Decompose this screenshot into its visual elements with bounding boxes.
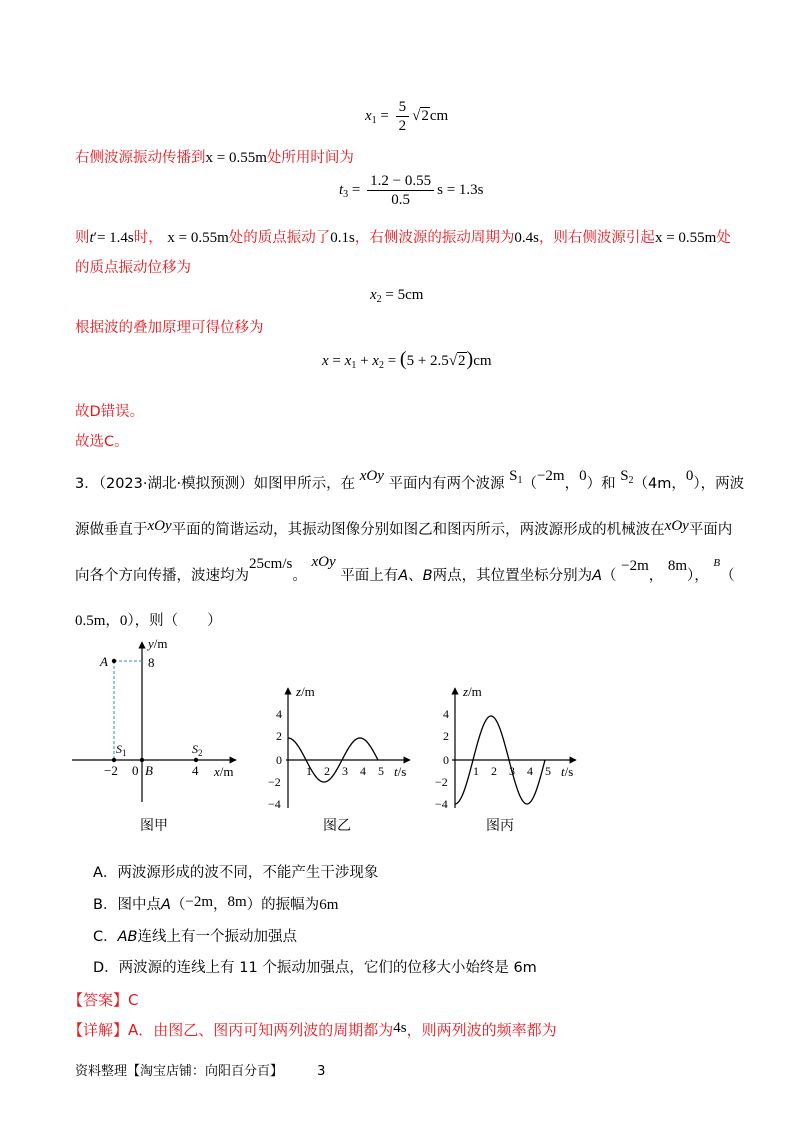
q3-l3a: 向各个方向传播，波速均为: [75, 568, 249, 584]
yi-tx-4: 4: [360, 764, 366, 778]
bing-xlabel: t/s: [561, 764, 574, 779]
q3-l3e: （: [602, 568, 617, 584]
option-b-v2: 8m: [227, 894, 247, 910]
eq3-rest: = 5cm: [385, 287, 424, 303]
equation-t3: [339, 172, 484, 209]
q3-av1: −2m: [621, 558, 649, 574]
q3-l2b: 平面的简谐运动，其振动图像分别如图乙和图丙所示，两波源形成的机械波在: [171, 522, 665, 538]
answer-bracket: 【答案】: [68, 991, 129, 1009]
caption-jia: 图甲: [140, 818, 168, 834]
q3-A: A: [398, 568, 409, 584]
bing-tx-4: 4: [527, 764, 533, 778]
bing-ty-m4: −4: [435, 797, 448, 811]
yi-tx-3: 3: [342, 764, 348, 778]
q3-source: （2023·湖北·模拟预测）如图甲所示，在: [98, 476, 356, 492]
option-b-c: ，: [213, 897, 228, 913]
point-B: [140, 758, 144, 762]
point-S1: [112, 758, 116, 762]
equation-x1: [365, 98, 448, 135]
q3-l3g: （: [720, 568, 735, 584]
q3-l4b: ，: [105, 613, 120, 629]
eq4-x1: x: [344, 353, 352, 369]
option-b-A: A: [160, 897, 171, 913]
q3-A-2: A: [592, 568, 603, 584]
q3-comma-2: ，: [648, 568, 664, 584]
q3-s2-sub: 2: [628, 475, 634, 486]
eq2-num: 1.2 − 0.55: [367, 172, 434, 191]
figures: [60, 630, 620, 840]
bing-ty-0: 0: [443, 753, 449, 767]
jia-B: B: [145, 763, 153, 778]
q3-s1: [509, 468, 522, 484]
q3-c1v: −2m: [536, 468, 565, 484]
eq1-sub: 1: [371, 114, 377, 126]
option-d: D．两波源的连线上有 11 个振动加强点，它们的位移大小始终是 6m: [93, 960, 537, 976]
footer: [75, 1060, 325, 1079]
q3-t1: 平面内有两个波源: [388, 476, 505, 492]
text-line-4: 根据波的叠加原理可得位移为: [75, 320, 264, 336]
detail-bracket: 【详解】: [68, 1021, 129, 1039]
jia-ylabel: y/m: [148, 636, 168, 651]
option-c-AB: AB: [117, 929, 138, 945]
q3-xoy-2: xOy: [147, 518, 172, 534]
detail-period: 4s: [393, 1020, 407, 1036]
footer-page: 3: [317, 1064, 326, 1079]
eq4-x2: x: [372, 353, 379, 369]
detail-text: A．由图乙、图丙可知两列波的周期都为: [128, 1021, 394, 1039]
q3-c1: （: [522, 476, 537, 492]
bing-ty-m2: −2: [435, 775, 448, 789]
detail-line: [68, 1020, 557, 1041]
q3-s1-letter: S: [509, 468, 518, 484]
caption-bing: 图丙: [486, 818, 514, 834]
bing-ylabel: z/m: [463, 684, 482, 699]
q3-c2e: ），两波: [693, 476, 745, 492]
line2-m4: x = 0.55m: [654, 230, 717, 246]
question-3-line-3: [75, 554, 735, 587]
yi-xlabel: t/s: [394, 764, 407, 779]
yi-ty-0: 0: [276, 753, 282, 767]
q3-xoy-1: xOy: [359, 468, 384, 484]
line2-p6: 处: [716, 230, 731, 246]
line1-math: x = 0.55m: [205, 150, 267, 166]
q3-s2-letter: S: [620, 468, 629, 484]
q3-c1e: ）和: [586, 476, 616, 492]
yi-ty-m2: −2: [268, 775, 281, 789]
option-b: [93, 895, 338, 915]
eq4-eq: =: [332, 353, 341, 369]
line2-p5: ，则右侧波源引起: [538, 230, 655, 246]
option-a: A．两波源形成的波不同，不能产生干涉现象: [93, 865, 379, 881]
eq2-eq: =: [351, 181, 361, 198]
q3-l4d: ），则（ ）: [127, 613, 222, 629]
q3-l4c: 0: [119, 613, 128, 629]
eq3-sub: 2: [376, 294, 382, 305]
bing-tx-5: 5: [545, 764, 551, 778]
q3-speed: 25cm/s: [249, 556, 293, 572]
bing-tx-2: 2: [491, 764, 497, 778]
figure-bing: [435, 684, 576, 811]
eq2-sub: 3: [343, 188, 349, 200]
caption-yi: 图乙: [323, 818, 351, 834]
line2-t: t: [89, 230, 94, 246]
q3-zero-2: 0: [685, 468, 694, 484]
jia-xlabel: x/m: [214, 764, 234, 779]
option-b-b: （: [170, 897, 186, 913]
yi-tx-1: 1: [306, 764, 312, 778]
eq1-eq: =: [380, 107, 389, 124]
q3-B-2: B: [713, 557, 721, 569]
yi-ylabel: z/m: [296, 684, 315, 699]
question-3-line-2: [75, 520, 732, 540]
option-b-d: ）的振幅为: [246, 897, 320, 913]
yi-ty-2: 2: [276, 729, 282, 743]
q3-num: 3．: [75, 476, 99, 492]
option-b-a: B．图中点: [93, 897, 161, 913]
eq1-den: 2: [398, 118, 407, 134]
question-3-line-1: [75, 468, 745, 499]
eq3-lhs: x: [370, 287, 377, 303]
q3-B: B: [422, 568, 433, 584]
q3-l3b: 。: [292, 568, 307, 584]
line2-v1: = 1.4s: [96, 230, 134, 246]
eq2-rest: s = 1.3s: [437, 181, 484, 198]
text-line-3: 的质点振动位移为: [75, 260, 191, 276]
eq1-rad: 2: [421, 107, 429, 124]
eq4-x: x: [322, 353, 329, 369]
eq4-sqrt: √2: [448, 353, 466, 369]
yi-ty-4: 4: [276, 707, 282, 721]
line2-m2: 0.1s: [330, 230, 355, 246]
answer-value: C: [128, 991, 139, 1009]
equation-x2: [370, 287, 423, 305]
jia-S2: $S_2$: [192, 742, 203, 758]
q3-s2: [620, 468, 633, 484]
line1-text: 右侧波源振动传播到: [75, 150, 206, 166]
eq1-fraction: [396, 98, 410, 135]
jia-x4: 4: [192, 763, 199, 778]
line2-p2: 时，: [133, 230, 163, 246]
q3-l3d: 两点，其位置坐标分别为: [432, 568, 593, 584]
jia-y8: 8: [148, 655, 155, 670]
jia-xm2: −2: [104, 763, 118, 778]
bing-tx-1: 1: [473, 764, 479, 778]
text-line-6: 故选C。: [75, 434, 129, 450]
jia-x0: 0: [132, 763, 139, 778]
eq4-unit: cm: [473, 353, 492, 369]
text-line-2: [75, 228, 731, 248]
footer-text: 资料整理【淘宝店铺：向阳百分百】: [75, 1064, 284, 1079]
eq4-rad: 2: [458, 353, 466, 369]
eq4-eq2: =: [387, 353, 397, 369]
q3-xoy-3: xOy: [664, 518, 689, 534]
bing-ty-2: 2: [443, 729, 449, 743]
yi-tx-5: 5: [378, 764, 384, 778]
question-3-line-4: [75, 611, 222, 631]
line2-m3: 0.4s: [514, 230, 539, 246]
q3-l2a: 源做垂直于: [75, 522, 148, 538]
q3-l3c: 平面上有: [340, 568, 399, 584]
eq1-lhs: x: [365, 107, 372, 124]
line2-m1: x = 0.55m: [167, 230, 229, 246]
q3-xoy-4: xOy: [311, 554, 336, 570]
q3-c2: （4m，: [633, 476, 686, 492]
eq1-num: 5: [396, 98, 410, 117]
eq4-plus: +: [360, 353, 369, 369]
yi-tx-2: 2: [324, 764, 330, 778]
option-b-v1: −2m: [185, 894, 214, 910]
option-c-a: C．: [93, 929, 118, 945]
q3-l2c: 平面内: [688, 522, 733, 538]
bing-tx-3: 3: [509, 764, 515, 778]
line2-prime: ′: [93, 230, 97, 246]
eq2-den: 0.5: [391, 192, 410, 208]
yi-ty-m4: −4: [268, 797, 281, 811]
option-b-v3: 6m: [319, 897, 339, 913]
line1-tail: 处所用时间为: [266, 150, 354, 166]
q3-l3f: ），: [687, 568, 709, 584]
line2-p3: 处的质点振动了: [228, 230, 331, 246]
q3-comma-1: ，: [564, 476, 580, 492]
q3-zero-1: 0: [579, 468, 587, 484]
point-A: [112, 659, 116, 663]
eq4-s2: 2: [378, 360, 384, 371]
bing-ty-4: 4: [443, 707, 449, 721]
q3-av2: 8m: [667, 558, 688, 574]
line2-p4: ，右侧波源的振动周期为: [354, 230, 515, 246]
eq4-s1: 1: [351, 360, 357, 371]
eq1-sqrt: √2: [412, 107, 429, 124]
eq4-body: 5 + 2.5: [406, 353, 449, 369]
eq1-unit: cm: [429, 107, 449, 124]
equation-superposition: $x = x_1 + x_2 = (5 + 2.5√2)cm$: [322, 348, 492, 371]
jia-A: A: [100, 654, 108, 669]
jia-S1: $S_1$: [116, 742, 127, 758]
detail-tail: ，则两列波的频率都为: [406, 1021, 557, 1039]
text-line-5: 故D错误。: [75, 404, 145, 420]
text-line-1: [75, 148, 354, 168]
q3-l4a: 0.5m: [75, 613, 106, 629]
option-c: [93, 927, 297, 947]
figure-yi: [268, 684, 410, 811]
eq2-fraction: [367, 172, 434, 209]
option-c-b: 连线上有一个振动加强点: [137, 929, 297, 945]
point-S2: [194, 758, 198, 762]
q3-s1-sub: 1: [517, 475, 523, 486]
line2-p1: 则: [75, 230, 90, 246]
answer-line: [68, 990, 139, 1010]
q3-dot: 、: [408, 568, 423, 584]
eq2-lhs: t: [339, 181, 344, 198]
figure-jia: [72, 636, 236, 802]
